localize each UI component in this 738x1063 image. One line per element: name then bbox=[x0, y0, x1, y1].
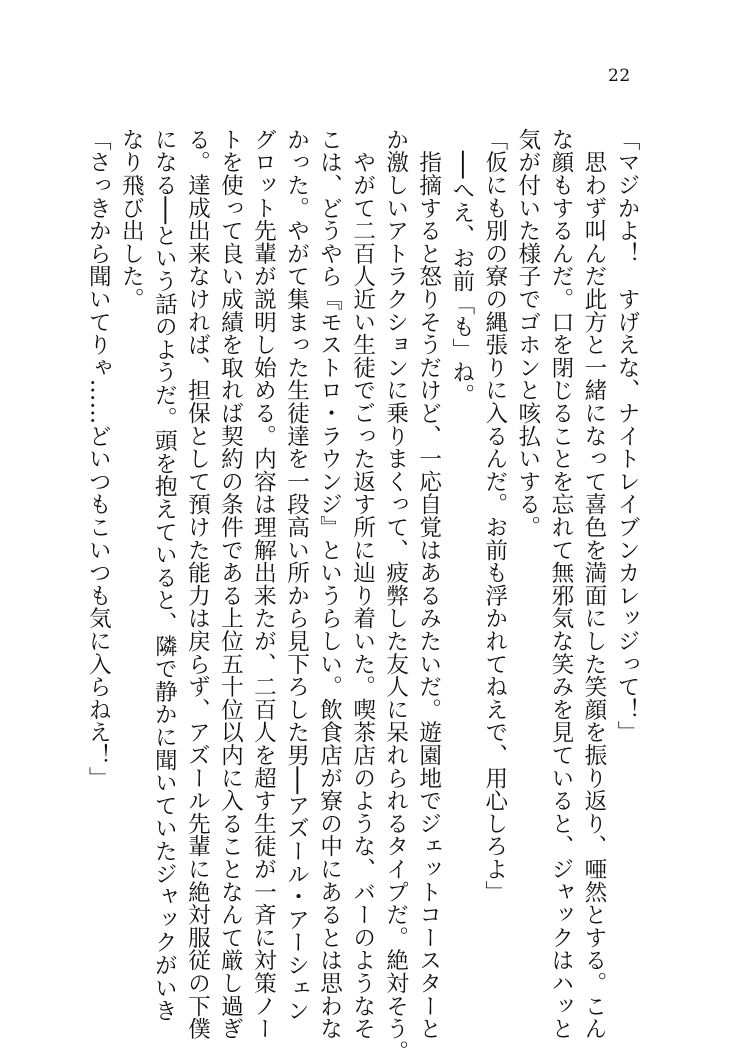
text-line-14: る。達成出来なければ、担保として預けた能力は戻らず、アズール先輩に絶対服従の下僕 bbox=[184, 128, 211, 1040]
text-line-1: 「マジかよ！ すげえな、ナイトレイブンカレッジって！」 bbox=[614, 128, 640, 744]
novel-body-text bbox=[85, 128, 643, 1063]
text-line-3: な顔もするんだ。口を閉じることを忘れて無邪気な笑みを見ていると、ジャックはハッと bbox=[547, 128, 574, 1040]
text-line-2: 思わず叫んだ此方と一緒になって喜色を満面にした笑顔を振り返り、唖然とする。こん bbox=[580, 128, 607, 1040]
text-line-4: 気が付いた様子でゴホンと咳払いする。 bbox=[514, 128, 541, 539]
text-line-11: かった。やがて集まった生徒達を一段高い所から見下ろした男──アズール・アーシェン bbox=[283, 128, 310, 1023]
text-line-16: なり飛び出した。 bbox=[118, 128, 145, 311]
text-line-5: 「仮にも別の寮の縄張りに入るんだ。お前も浮かれてねえで、用心しろよ」 bbox=[481, 128, 508, 904]
text-line-6: ──へえ、お前「も」ね。 bbox=[448, 128, 475, 407]
page-number: 22 bbox=[608, 66, 631, 86]
text-line-8: か激しいアトラクションに乗りまくって、疲弊した友人に呆れられるタイプだ。絶対そう。 bbox=[382, 128, 409, 1063]
text-line-9: やがて二百人近い生徒でごった返す所に辿り着いた。喫茶店のような、バーのようなそ bbox=[349, 128, 376, 1040]
text-line-10: こは、どうやら『モストロ・ラウンジ』というらしい。飲食店が寮の中にあるとは思わな bbox=[316, 128, 343, 1040]
text-line-7: 指摘すると怒りそうだけど、一応自覚はあるみたいだ。遊園地でジェットコースターと bbox=[415, 128, 442, 1040]
text-line-15: になる──という話のようだ。頭を抱えていると、隣で静かに聞いていたジャックがいき bbox=[151, 128, 178, 1023]
text-line-17: 「さっきから聞いてりゃ……どいつもこいつも気に入らねえ！」 bbox=[85, 128, 112, 790]
text-line-13: トを使って良い成績を取れば契約の条件である上位五十位以内に入ることなんて厳し過ぎ bbox=[217, 128, 244, 1040]
text-line-12: グロット先輩が説明し始める。内容は理解出来たが、二百人を超す生徒が一斉に対策ノー bbox=[250, 128, 277, 1040]
